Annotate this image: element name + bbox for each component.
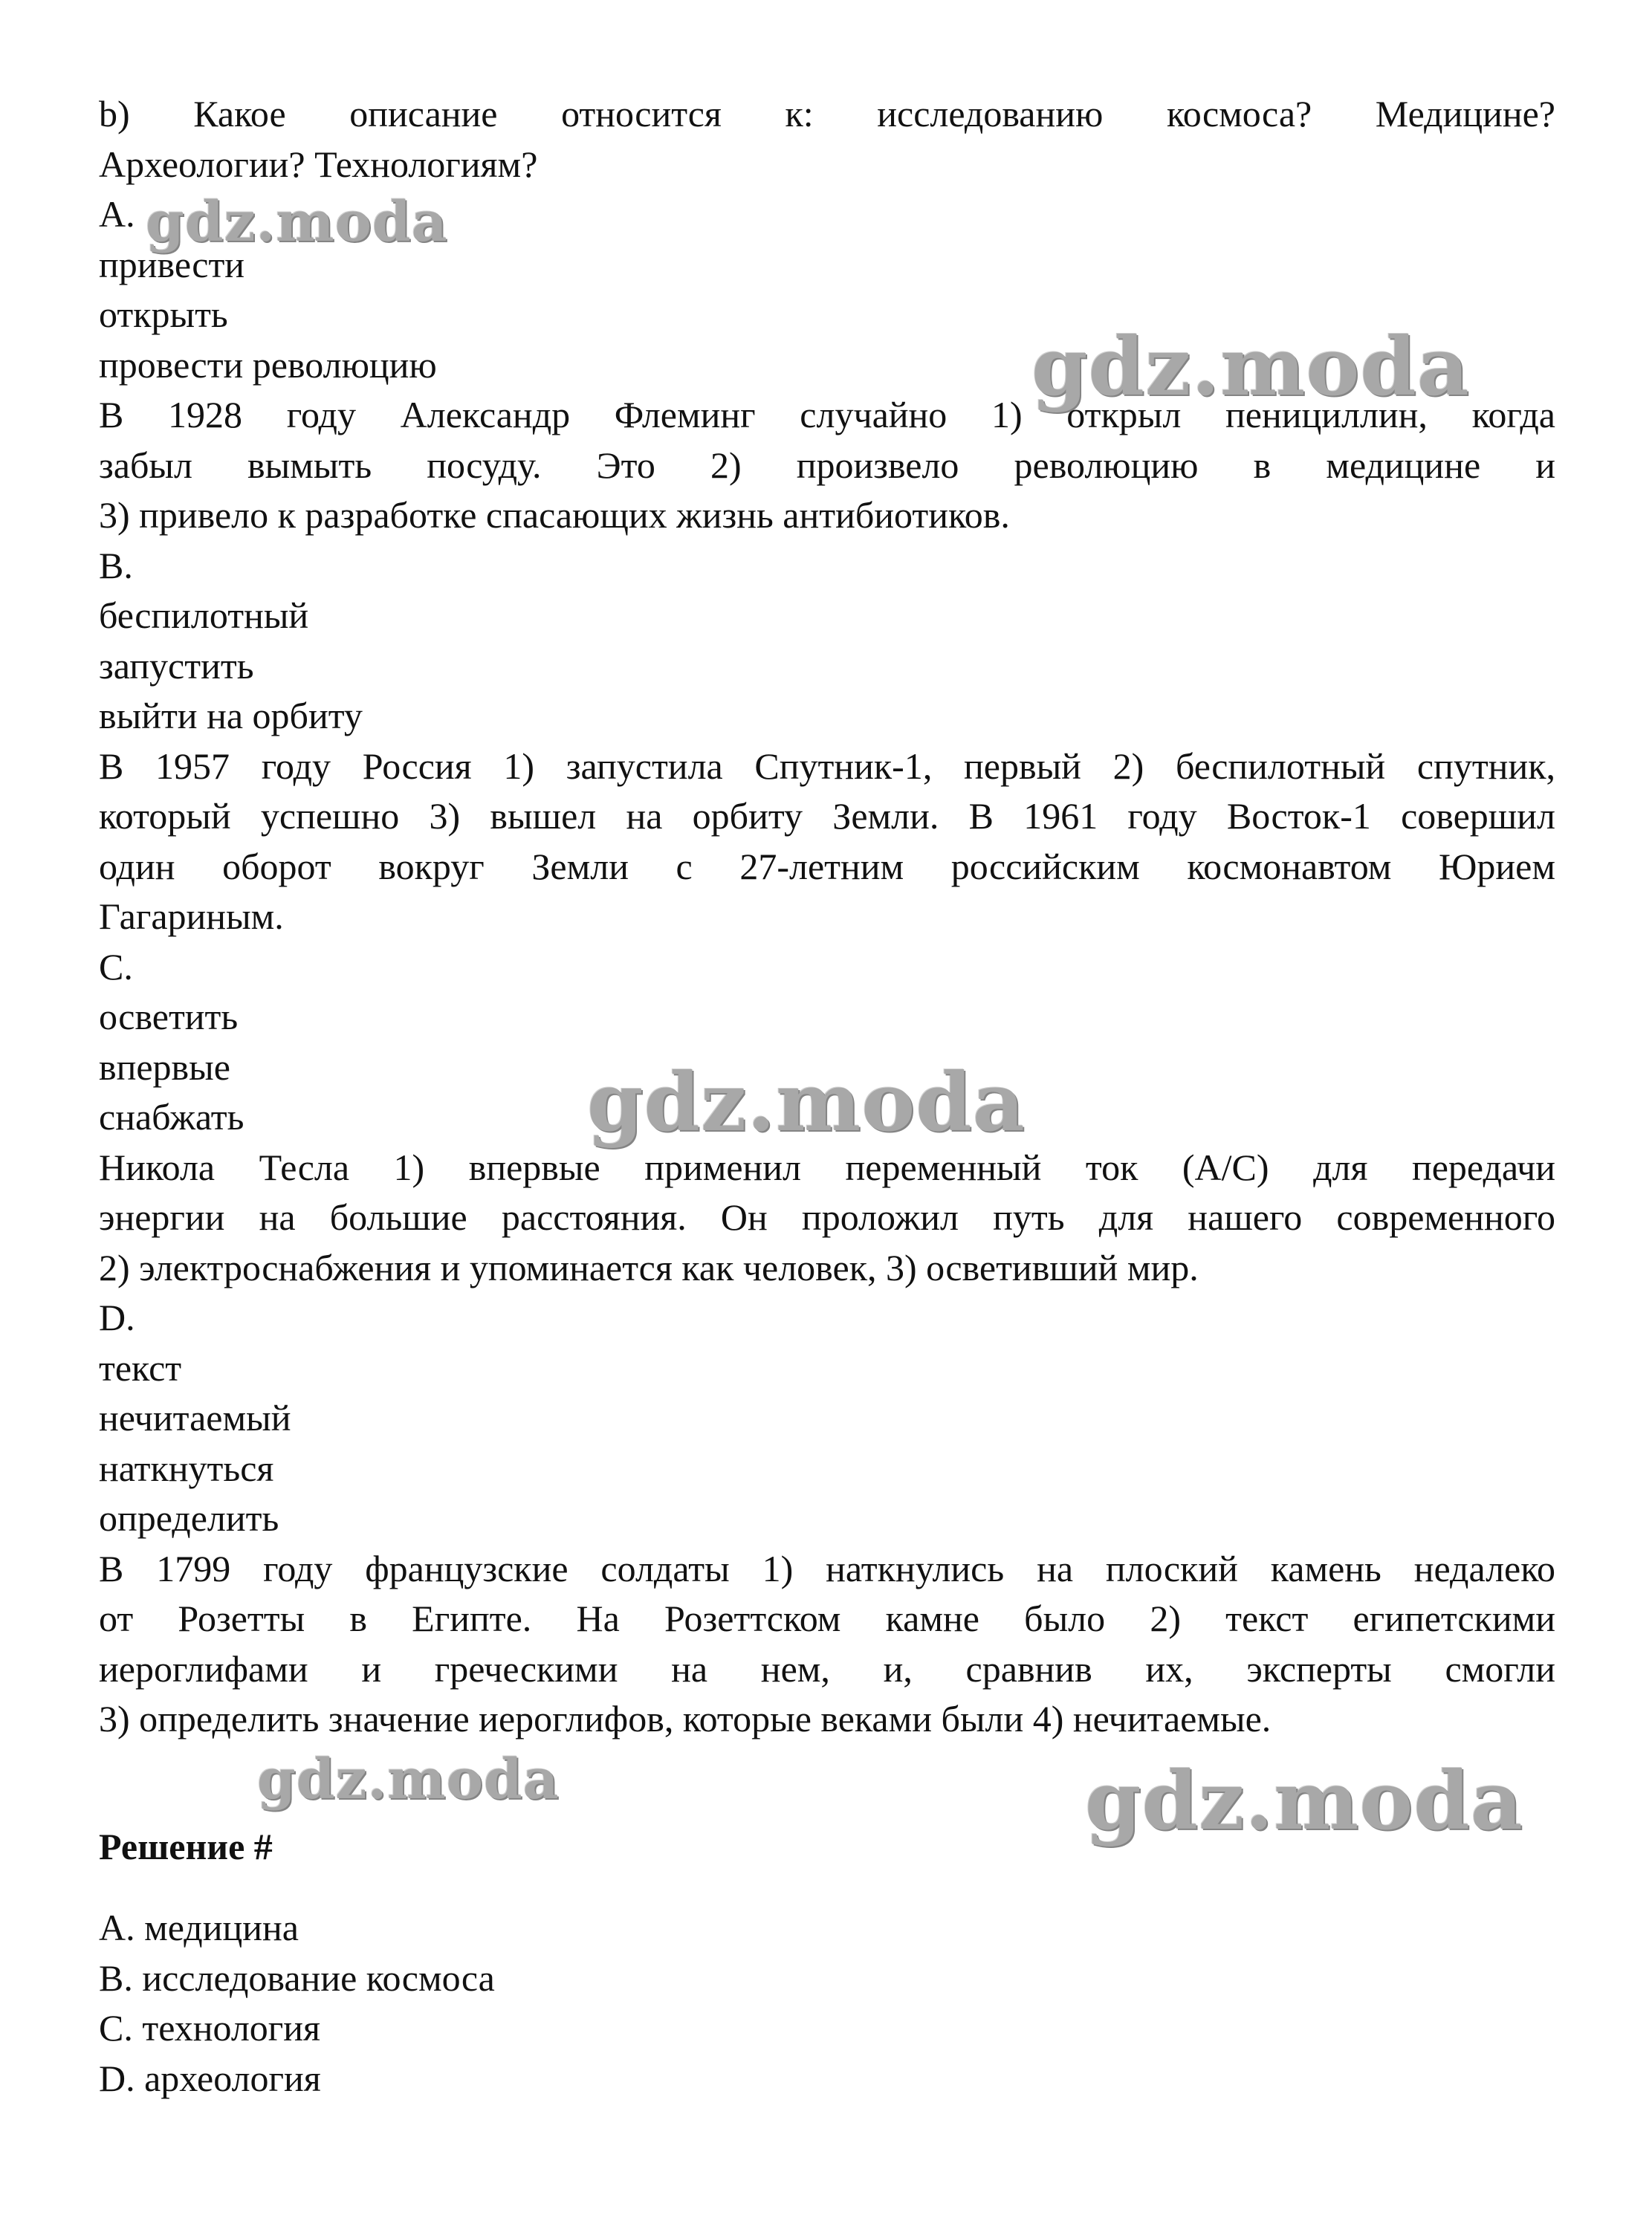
section-a-label: A. (99, 193, 135, 235)
section-d-text-line-1: В 1799 году французские солдаты 1) наткнулись на плоский камень недалеко (99, 1547, 1555, 1589)
section-a-text-line-2: забыл вымыть посуду. Это 2) произвело революцию в медицине и (99, 444, 1555, 486)
section-a-word-1: привести (99, 243, 245, 285)
section-a-word-2: открыть (99, 294, 228, 335)
watermark-logo: gdz.moda (587, 1056, 1026, 1150)
answer-c: C. технология (99, 2007, 321, 2049)
section-b-word-1: беспилотный (99, 594, 309, 636)
section-b-text-line-4: Гагариным. (99, 895, 284, 937)
section-c-label: C. (99, 945, 133, 988)
section-b-word-3: выйти на орбиту (99, 695, 363, 736)
watermark-logo: gdz.moda (257, 1748, 560, 1812)
section-a-word-3: провести революцию (99, 343, 437, 386)
solution-heading: Решение # (99, 1825, 273, 1867)
section-b-text-line-3: один оборот вокруг Земли с 27-летним российским космонавтом Юрием (99, 845, 1555, 887)
section-c-word-3: снабжать (99, 1096, 244, 1138)
section-a-text-line-3: 3) привело к разработке спасающих жизнь антибиотиков. (99, 494, 1010, 536)
section-d-word-2: нечитаемый (99, 1397, 291, 1439)
section-d-word-3: наткнуться (99, 1447, 274, 1489)
question-line-2: Археологии? Технологиям? (99, 143, 538, 185)
section-d-text-line-2: от Розетты в Египте. На Розеттском камне было 2) текст египетскими (99, 1598, 1555, 1639)
section-c-text-line-2: энергии на большие расстояния. Он проложил путь для нашего современного (99, 1196, 1555, 1238)
section-d-word-4: определить (99, 1497, 279, 1539)
spacer (99, 1783, 1555, 1822)
section-d-text-line-3: иероглифами и греческими на нем, и, сравнив их, эксперты смогли (99, 1647, 1555, 1690)
answer-a: A. медицина (99, 1907, 299, 1948)
watermark-logo: gdz.moda (146, 190, 448, 254)
section-b-text-line-2: который успешно 3) вышел на орбиту Земли. В 1961 году Восток-1 совершил (99, 795, 1555, 837)
answer-b: B. исследование космоса (99, 1956, 495, 1999)
section-b-label: B. (99, 544, 133, 586)
section-c-text-line-1: Никола Тесла 1) впервые применил переменный ток (A/C) для передачи (99, 1146, 1555, 1188)
section-c-word-1: осветить (99, 996, 239, 1037)
section-c-word-2: впервые (99, 1045, 230, 1088)
spacer (99, 1872, 1555, 1903)
watermark-logo: gdz.moda (1031, 320, 1470, 414)
section-b-text-line-1: В 1957 году Россия 1) запустила Спутник-1, первый 2) беспилотный спутник, (99, 745, 1555, 787)
document-page (99, 89, 1555, 2104)
question-line-1: b) Какое описание относится к: исследованию космоса? Медицине? (99, 93, 1555, 134)
spacer (99, 1745, 1555, 1783)
section-d-text-line-4: 3) определить значение иероглифов, которые веками были 4) нечитаемые. (99, 1698, 1272, 1739)
section-d-word-1: текст (99, 1346, 182, 1389)
section-a-text-line-1: В 1928 году Александр Флеминг случайно 1) открыл пенициллин, когда (99, 394, 1555, 435)
answer-d: D. археология (99, 2057, 321, 2099)
watermark-logo: gdz.moda (1085, 1754, 1523, 1848)
section-d-label: D. (99, 1297, 135, 1338)
section-c-text-line-3: 2) электроснабжения и упоминается как человек, 3) осветивший мир. (99, 1246, 1199, 1288)
section-b-word-2: запустить (99, 644, 254, 687)
